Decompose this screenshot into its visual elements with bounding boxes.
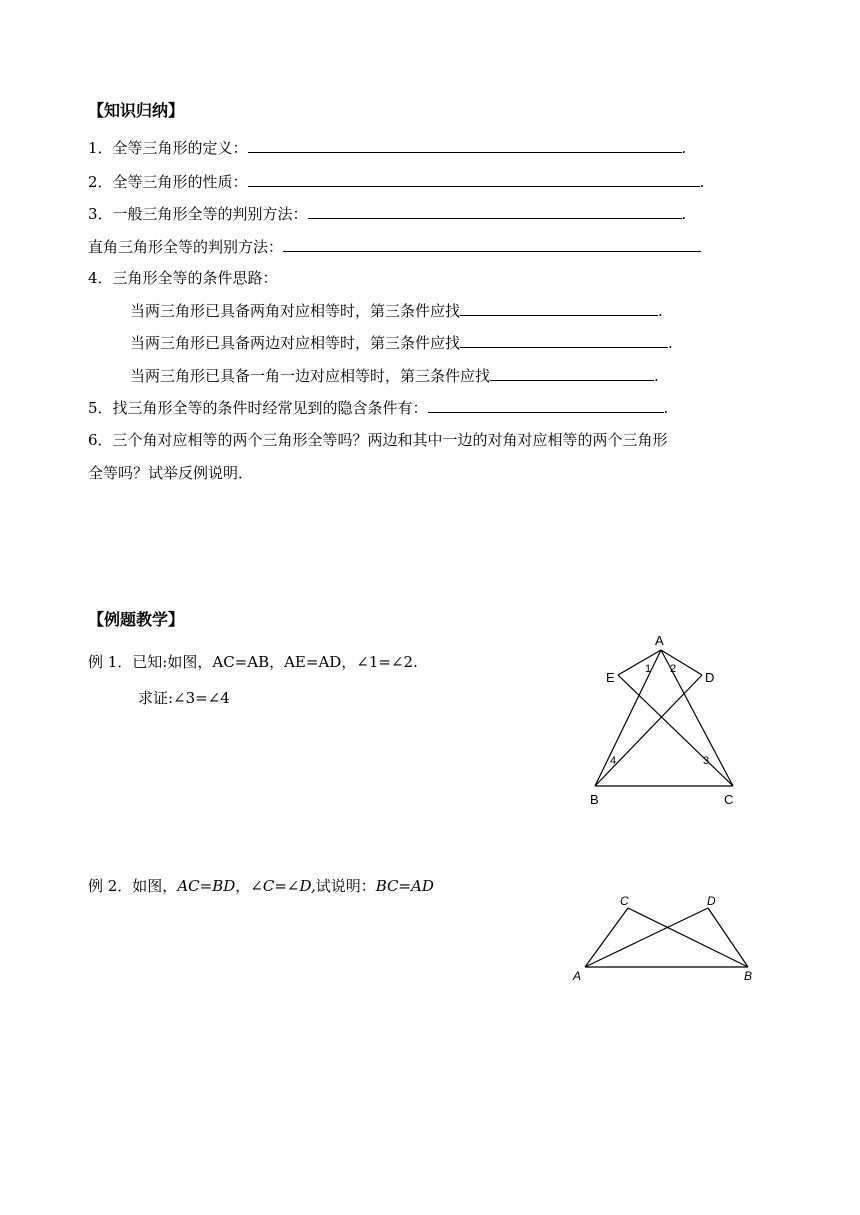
answer-blank[interactable] [460, 333, 668, 348]
segment-EC [618, 675, 733, 786]
angle-label-2: 2 [670, 663, 677, 675]
item-2 [88, 172, 704, 192]
answer-blank[interactable] [428, 398, 664, 413]
item-4b [130, 333, 673, 353]
period: . [658, 302, 663, 320]
segment-BD [708, 908, 748, 967]
label-A: A [573, 969, 582, 983]
item-4: 4．三角形全等的条件思路： [88, 269, 278, 287]
angle-label-1: 1 [645, 663, 652, 675]
examples-heading: 【例题教学】 [88, 610, 185, 629]
item-4a-text: 当两三角形已具备两角对应相等时，第三条件应找 [130, 302, 461, 320]
label-B: B [590, 792, 599, 807]
label-C: C [620, 894, 629, 908]
segment-AC [585, 908, 628, 967]
example-1-line2: 求证:∠3=∠4 [138, 689, 230, 707]
example-2 [88, 876, 434, 896]
item-1 [88, 138, 686, 158]
knowledge-heading: 【知识归纳】 [88, 101, 185, 120]
item-4a [130, 301, 663, 321]
period: . [668, 334, 673, 352]
separator: ，∠ [235, 877, 263, 895]
period: . [699, 173, 705, 191]
example-2-mid: 试说明： [315, 877, 376, 895]
answer-blank[interactable] [248, 172, 700, 187]
label-A: A [655, 633, 664, 648]
item-3b [88, 237, 701, 257]
conclusion-bc-ad: BC=AD [375, 877, 434, 895]
answer-blank[interactable] [283, 237, 701, 252]
figure-1-triangle-diagram [580, 630, 750, 810]
label-B: B [744, 969, 753, 983]
answer-blank[interactable] [308, 204, 682, 219]
item-6-line1: 6．三个角对应相等的两个三角形全等吗？两边和其中一边的对角对应相等的两个三角形 [88, 431, 668, 449]
item-5-text: 5．找三角形全等的条件时经常见到的隐含条件有： [88, 399, 428, 417]
segment-DB [595, 675, 702, 786]
item-3 [88, 204, 686, 224]
period: . [681, 205, 687, 223]
item-5 [88, 398, 668, 418]
item-3-text: 3．一般三角形全等的判别方法： [88, 205, 308, 223]
angle-label-3: 3 [703, 755, 710, 767]
item-6-line2: 全等吗？试举反例说明． [88, 464, 254, 482]
item-1-text: 1．全等三角形的定义： [88, 139, 248, 157]
period: . [654, 367, 659, 385]
item-4b-text: 当两三角形已具备两边对应相等时，第三条件应找 [130, 334, 461, 352]
label-C: C [724, 792, 734, 807]
period: . [663, 399, 669, 417]
angle-d: D, [299, 877, 316, 895]
item-3b-text: 直角三角形全等的判别方法： [88, 238, 284, 256]
equals-angle: =∠ [274, 877, 300, 895]
answer-blank[interactable] [490, 366, 654, 381]
answer-blank[interactable] [248, 138, 682, 153]
angle-c: C [262, 877, 275, 895]
figure-2-crossed-triangles-diagram [565, 890, 765, 990]
example-1-line1: 例 1．已知:如图，AC=AB，AE=AD，∠1=∠2. [88, 653, 418, 671]
item-2-text: 2．全等三角形的性质： [88, 173, 248, 191]
item-4c-text: 当两三角形已具备一角一边对应相等时，第三条件应找 [130, 367, 491, 385]
label-D: D [705, 670, 715, 685]
label-E: E [606, 670, 615, 685]
item-4c [130, 366, 659, 386]
label-D: D [707, 894, 716, 908]
period: . [681, 139, 687, 157]
example-2-prefix: 例 2．如图， [88, 877, 178, 895]
condition-ac-bd: AC=BD [177, 877, 236, 895]
angle-label-4: 4 [610, 755, 617, 767]
answer-blank[interactable] [460, 301, 658, 316]
